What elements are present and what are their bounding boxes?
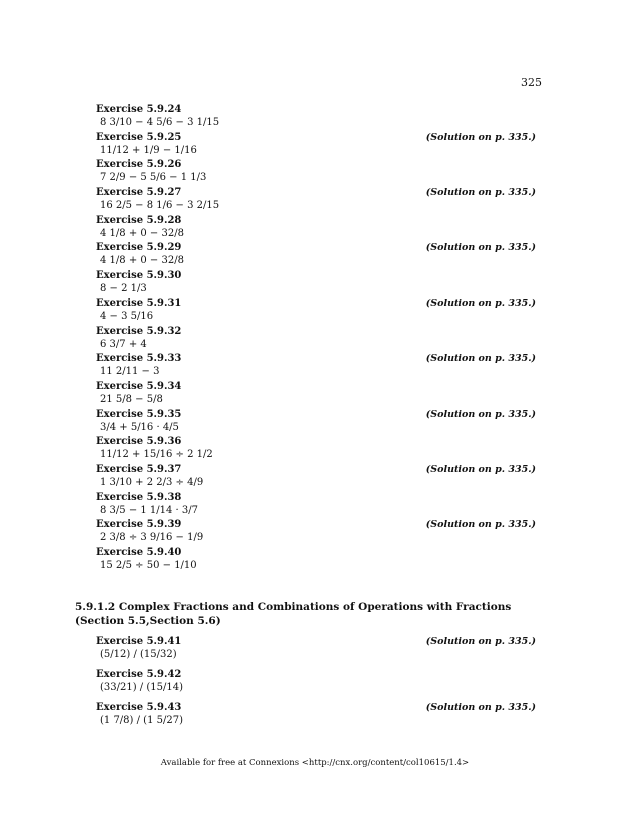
exercise-expression: 4 1/8 + 0 − 32/8 [100,227,184,239]
exercise-list [96,104,546,575]
exercise-title: Exercise 5.9.24 [96,104,182,115]
solution-link[interactable]: (Solution on p. 335.) [425,702,536,713]
solution-link[interactable]: (Solution on p. 335.) [425,408,536,420]
exercise [96,669,546,702]
footer: Available for free at Connexions <http://cnx.org/content/col10615/1.4> [160,758,470,768]
exercise [96,492,546,520]
exercise-title: Exercise 5.9.33 [96,353,182,365]
exercise-list-complex [96,636,546,735]
exercise [96,702,546,735]
exercise [96,104,546,132]
exercise-title: Exercise 5.9.41 [96,636,182,647]
exercise-expression: 11 2/11 − 3 [100,366,160,378]
solution-link[interactable]: (Solution on p. 335.) [425,519,536,531]
exercise-expression: 6 3/7 + 4 [100,338,147,350]
exercise [96,132,546,160]
exercise [96,464,546,492]
exercise-title: Exercise 5.9.26 [96,159,182,171]
exercise-expression: 8 3/10 − 4 5/6 − 3 1/15 [100,117,220,128]
exercise [96,636,546,669]
exercise [96,519,546,547]
exercise-expression: 7 2/9 − 5 5/6 − 1 1/3 [100,172,207,184]
exercise-expression: 1 3/10 + 2 2/3 ÷ 4/9 [100,476,204,488]
exercise [96,436,546,464]
exercise [96,242,546,270]
exercise-title: Exercise 5.9.35 [96,408,182,420]
solution-link[interactable]: (Solution on p. 335.) [425,636,536,647]
exercise-title: Exercise 5.9.36 [96,436,182,448]
exercise [96,187,546,215]
exercise-expression: 4 1/8 + 0 − 32/8 [100,255,184,267]
exercise-title: Exercise 5.9.40 [96,547,182,558]
exercise-title: Exercise 5.9.27 [96,187,182,199]
solution-link[interactable]: (Solution on p. 335.) [425,353,536,365]
exercise-title: Exercise 5.9.38 [96,491,182,503]
exercise-expression: 3/4 + 5/16 · 4/5 [100,421,179,433]
exercise-title: Exercise 5.9.25 [96,131,182,143]
exercise-expression: 2 3/8 ÷ 3 9/16 − 1/9 [100,532,204,544]
solution-link[interactable]: (Solution on p. 335.) [425,131,536,143]
exercise-title: Exercise 5.9.37 [96,463,182,475]
exercise-title: Exercise 5.9.28 [96,214,182,226]
exercise [96,270,546,298]
solution-link[interactable]: (Solution on p. 335.) [425,297,536,309]
exercise-title: Exercise 5.9.30 [96,270,182,282]
exercise [96,409,546,437]
exercise-expression: 16 2/5 − 8 1/6 − 3 2/15 [100,200,220,212]
exercise-title: Exercise 5.9.31 [96,297,182,309]
solution-link[interactable]: (Solution on p. 335.) [425,242,536,254]
exercise [96,159,546,187]
exercise-expression: 21 5/8 − 5/8 [100,393,163,405]
exercise-expression: 8 3/5 − 1 1/14 · 3/7 [100,504,198,516]
exercise-title: Exercise 5.9.29 [96,242,182,254]
solution-link[interactable]: (Solution on p. 335.) [425,187,536,199]
section-heading: 5.9.1.2 Complex Fractions and Combinations of Operations with Fractions (Section 5.5,Section 5.6) [75,601,512,627]
exercise-expression: 4 − 3 5/16 [100,310,154,322]
page-number: 325 [521,76,542,89]
solution-link[interactable]: (Solution on p. 335.) [425,463,536,475]
exercise [96,326,546,354]
exercise-title: Exercise 5.9.32 [96,325,182,337]
exercise-title: Exercise 5.9.34 [96,380,182,392]
exercise-expression: 8 − 2 1/3 [100,283,147,295]
exercise-expression: (5/12) / (15/32) [100,649,177,660]
exercise [96,381,546,409]
exercise-expression: (1 7/8) / (1 5/27) [100,715,183,726]
exercise [96,547,546,575]
exercise-expression: 11/12 + 15/16 ÷ 2 1/2 [100,449,213,461]
exercise [96,353,546,381]
exercise [96,298,546,326]
exercise [96,215,546,243]
exercise-title: Exercise 5.9.39 [96,519,182,531]
exercise-expression: 11/12 + 1/9 − 1/16 [100,144,197,156]
exercise-expression: 15 2/5 ÷ 50 − 1/10 [100,560,197,571]
exercise-title: Exercise 5.9.42 [96,669,182,680]
exercise-title: Exercise 5.9.43 [96,702,182,713]
exercise-expression: (33/21) / (15/14) [100,682,183,693]
